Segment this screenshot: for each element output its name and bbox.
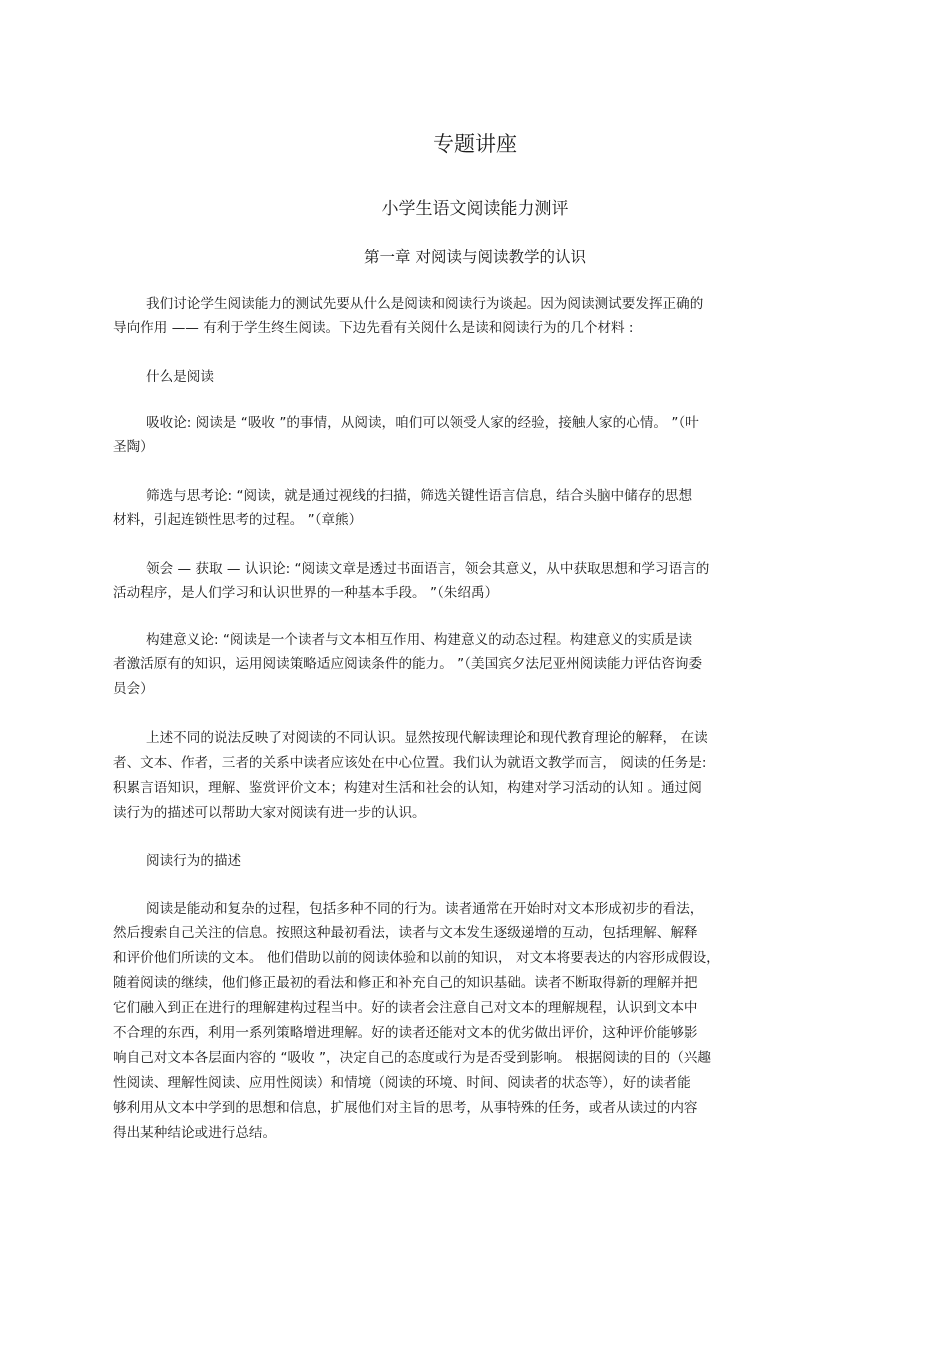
- definition-line: 活动程序，是人们学习和认识世界的一种基本手段。 ”（朱绍禹）: [113, 585, 499, 601]
- summary-line: 上述不同的说法反映了对阅读的不同认识。显然按现代解读理论和现代教育理论的解释， 在读: [146, 730, 708, 746]
- definition-line: 材料，引起连锁性思考的过程。 ”（章熊）: [113, 512, 363, 528]
- intro-line: 导向作用 —— 有利于学生终生阅读。下边先看有关阅什么是读和阅读行为的几个材料 :: [113, 320, 634, 336]
- behavior-line: 随着阅读的继续，他们修正最初的看法和修正和补充自己的知识基础。读者不断取得新的理解并把: [113, 975, 698, 991]
- section-heading: 什么是阅读: [146, 369, 214, 385]
- definition-line: 者激活原有的知识，运用阅读策略适应阅读条件的能力。 ”（美国宾夕法尼亚州阅读能力评估咨询委: [113, 656, 703, 672]
- behavior-line: 然后搜索自己关注的信息。按照这种最初看法，读者与文本发生逐级递增的互动，包括理解、解释: [113, 925, 698, 941]
- definition-line: 筛选与思考论: “阅读，就是通过视线的扫描，筛选关键性语言信息，结合头脑中储存的思想: [146, 488, 693, 504]
- section-heading: 阅读行为的描述: [146, 853, 242, 869]
- summary-line: 积累言语知识，理解、鉴赏评价文本；构建对生活和社会的认知，构建对学习活动的认知 。通过阅: [113, 780, 702, 796]
- intro-line: 我们讨论学生阅读能力的测试先要从什么是阅读和阅读行为谈起。因为阅读测试要发挥正确的: [146, 296, 704, 312]
- behavior-line: 得出某种结论或进行总结。: [113, 1125, 277, 1141]
- definition-line: 圣陶）: [113, 439, 154, 455]
- definition-line: 吸收论: 阅读是 “吸收 ”的事情，从阅读，咱们可以领受人家的经验，接触人家的心情。 ”（叶: [146, 415, 699, 431]
- behavior-line: 响自己对文本各层面内容的 “吸收 ”，决定自己的态度或行为是否受到影响。 根据阅读的目的（兴趣: [113, 1050, 711, 1066]
- subtitle: 小学生语文阅读能力测评: [381, 199, 569, 219]
- behavior-line: 不合理的东西，利用一系列策略增进理解。好的读者还能对文本的优劣做出评价，这种评价能够影: [113, 1025, 698, 1041]
- definition-line: 构建意义论: “阅读是一个读者与文本相互作用、构建意义的动态过程。构建意义的实质是读: [146, 632, 693, 648]
- behavior-line: 阅读是能动和复杂的过程，包括多种不同的行为。读者通常在开始时对文本形成初步的看法，: [146, 901, 704, 917]
- summary-line: 者、文本、作者，三者的关系中读者应该处在中心位置。我们认为就语文教学而言， 阅读的任务是:: [113, 755, 707, 771]
- behavior-line: 和评价他们所读的文本。 他们借助以前的阅读体验和以前的知识， 对文本将要表达的内容形成假设，: [113, 950, 720, 966]
- behavior-line: 它们融入到正在进行的理解建构过程当中。好的读者会注意自己对文本的理解规程，认识到文本中: [113, 1000, 698, 1016]
- behavior-line: 够利用从文本中学到的思想和信息，扩展他们对主旨的思考，从事特殊的任务，或者从读过的内容: [113, 1100, 698, 1116]
- chapter-title: 第一章 对阅读与阅读教学的认识: [364, 248, 586, 266]
- main-title: 专题讲座: [433, 132, 517, 156]
- behavior-line: 性阅读、理解性阅读、应用性阅读）和情境（阅读的环境、时间、阅读者的状态等），好的读者能: [113, 1075, 691, 1091]
- definition-line: 员会）: [113, 681, 154, 697]
- definition-line: 领会 — 获取 — 认识论: “阅读文章是透过书面语言，领会其意义，从中获取思想和学习语言的: [146, 561, 710, 577]
- summary-line: 读行为的描述可以帮助大家对阅读有进一步的认识。: [113, 805, 426, 821]
